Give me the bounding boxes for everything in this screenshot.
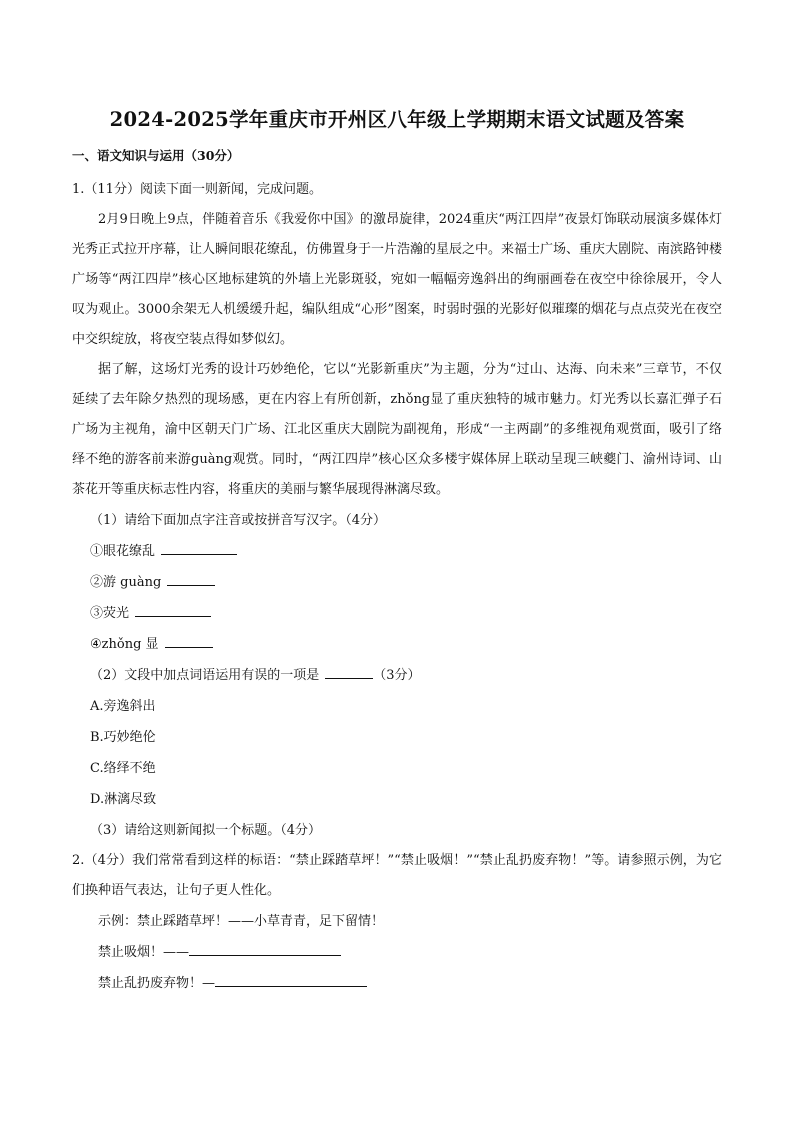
answer-item-label: ②游 guàng	[90, 575, 162, 590]
answer-blank[interactable]	[135, 602, 211, 617]
option-d: D.淋漓尽致	[90, 792, 157, 807]
news-paragraph-2: 据了解，这场灯光秀的设计巧妙绝伦，它以“光影新重庆”为主题，分为“过山、达海、向未来”三章节，不仅延续了去年除夕热烈的现场感，更在内容上有所创新，zhǒng显了重庆独特的城市魅力。灯光秀以长嘉汇弹子石广场为主视角，渝中区朝天门广场、江北区重庆大剧院为副视角，形成“一主两副”的多维视角观赏面，吸引了络绎不绝的游客前来游guàng观赏。同时，“两江四岸”核心区众多楼宇媒体屏上联动呈现三峡夔门、渝州诗词、山茶花开等重庆标志性内容，将重庆的美丽与繁华展现得淋漓尽致。	[72, 362, 722, 497]
answer-item-label: ④zhǒng 显	[90, 637, 159, 652]
question-2-stem-text: 2.（4分）我们常常看到这样的标语：“禁止踩踏草坪！”“禁止吸烟！”“禁止乱扔废弃物！”等。请参照示例，为它们换种语气表达，让句子更人性化。	[72, 853, 722, 898]
slogan-label: 禁止吸烟！——	[98, 945, 190, 960]
question-2-line-2	[72, 968, 722, 999]
answer-item-label: ①眼花缭乱	[90, 544, 156, 559]
section-heading: 一、语文知识与运用（30分）	[72, 148, 240, 163]
sub-question-2-text: （2）文段中加点词语运用有误的一项是	[90, 668, 320, 683]
answer-item-4	[72, 629, 722, 660]
question-2-stem	[72, 846, 722, 906]
sub-question-3: （3）请给这则新闻拟一个标题。（4分）	[90, 823, 322, 838]
sub-question-2-score: （3分）	[373, 668, 421, 683]
answer-item-1	[72, 536, 722, 567]
sub-question-2	[72, 660, 722, 691]
question-1-stem: 1.（11分）阅读下面一则新闻，完成问题。	[72, 182, 322, 197]
answer-blank[interactable]	[167, 571, 215, 586]
answer-blank[interactable]	[215, 972, 367, 987]
option-c: C.络绎不绝	[90, 761, 156, 776]
answer-blank[interactable]	[161, 540, 237, 555]
sub-question-1: （1）请给下面加点字注音或按拼音写汉字。（4分）	[90, 513, 387, 528]
answer-item-label: ③荧光	[90, 606, 130, 621]
question-2-line-1	[72, 937, 722, 968]
answer-blank[interactable]	[165, 633, 213, 648]
slogan-label: 禁止乱扔废弃物！—	[98, 976, 216, 991]
news-paragraph-1: 2月9日晚上9点，伴随着音乐《我爱你中国》的激昂旋律，2024重庆“两江四岸”夜景灯饰联动展演多媒体灯光秀正式拉开序幕，让人瞬间眼花缭乱，仿佛置身于一片浩瀚的星辰之中。来福士广场、重庆大剧院、南滨路钟楼广场等“两江四岸”核心区地标建筑的外墙上光影斑驳，宛如一幅幅旁逸斜出的绚丽画卷在夜空中徐徐展开，令人叹为观止。3000余架无人机缓缓升起，编队组成“心形”图案，时弱时强的光影好似璀璨的烟花与点点荧光在夜空中交织绽放，将夜空装点得如梦似幻。	[72, 212, 723, 347]
option-a: A.旁逸斜出	[90, 699, 156, 714]
option-b: B.巧妙绝伦	[90, 730, 156, 745]
answer-blank[interactable]	[189, 941, 341, 956]
answer-item-2	[72, 567, 722, 598]
page-title: 2024-2025学年重庆市开州区八年级上学期期末语文试题及答案	[109, 108, 685, 131]
question-2-example: 示例：禁止踩踏草坪！——小草青青，足下留情！	[98, 914, 385, 929]
answer-blank[interactable]	[325, 664, 373, 679]
answer-item-3	[72, 598, 722, 629]
